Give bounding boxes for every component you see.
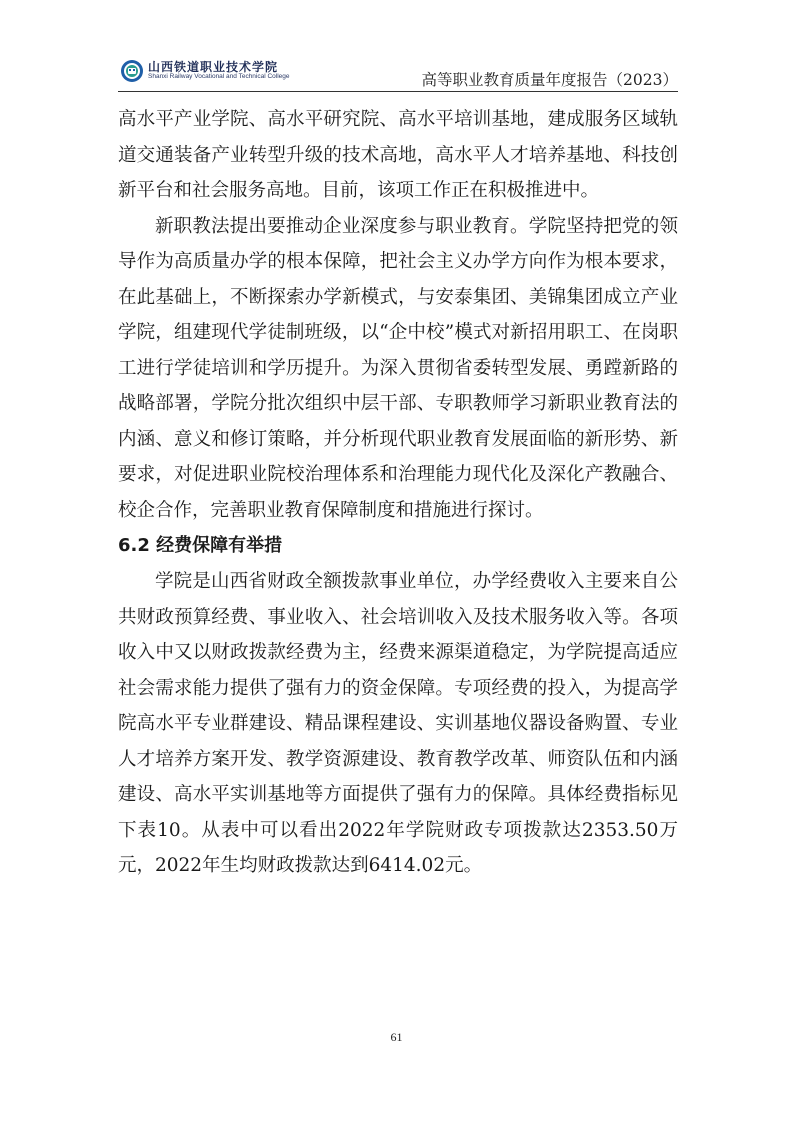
report-title: 高等职业教育质量年度报告（2023） bbox=[421, 71, 678, 89]
header-divider bbox=[118, 91, 678, 92]
page-number: 61 bbox=[390, 1030, 403, 1044]
page-body bbox=[118, 102, 678, 884]
section-heading: 6.2 经费保障有举措 bbox=[118, 535, 283, 556]
college-name-en: Shanxi Railway Vocational and Technical College bbox=[148, 73, 290, 80]
body-paragraph-2: 新职教法提出要推动企业深度参与职业教育。学院坚持把党的领导作为高质量办学的根本保障，把社会主义办学方向作为根本要求，在此基础上，不断探索办学新模式，与安泰集团、美锦集团成立产业学院，组建现代学徒制班级，以“企中校”模式对新招用职工、在岗职工进行学徒培训和学历提升。为深入贯彻省委转型发展、勇蹚新路的战略部署，学院分批次组织中层干部、专职教师学习新职业教育法的内涵、意义和修订策略，并分析现代职业教育发展面临的新形势、新要求，对促进职业院校治理体系和治理能力现代化及深化产教融合、校企合作，完善职业教育保障制度和措施进行探讨。 bbox=[118, 215, 678, 521]
college-name-cn: 山西铁道职业技术学院 bbox=[148, 60, 279, 74]
page-header bbox=[118, 56, 678, 92]
college-emblem-icon bbox=[120, 59, 144, 83]
body-paragraph-3: 学院是山西省财政全额拨款事业单位，办学经费收入主要来自公共财政预算经费、事业收入、社会培训收入及技术服务收入等。各项收入中又以财政拨款经费为主，经费来源渠道稳定，为学院提高适应社会需求能力提供了强有力的资金保障。专项经费的投入，为提高学院高水平专业群建设、精品课程建设、实训基地仪器设备购置、专业人才培养方案开发、教学资源建设、教育教学改革、师资队伍和内涵建设、高水平实训基地等方面提供了强有力的保障。具体经费指标见下表10。从表中可以看出2022年学院财政专项拨款达2353.50万元，2022年生均财政拨款达到6414.02元。 bbox=[118, 571, 678, 876]
college-logo bbox=[118, 56, 378, 86]
body-paragraph-1: 高水平产业学院、高水平研究院、高水平培训基地，建成服务区域轨道交通装备产业转型升级的技术高地，高水平人才培养基地、科技创新平台和社会服务高地。目前，该项工作正在积极推进中。 bbox=[118, 109, 678, 201]
